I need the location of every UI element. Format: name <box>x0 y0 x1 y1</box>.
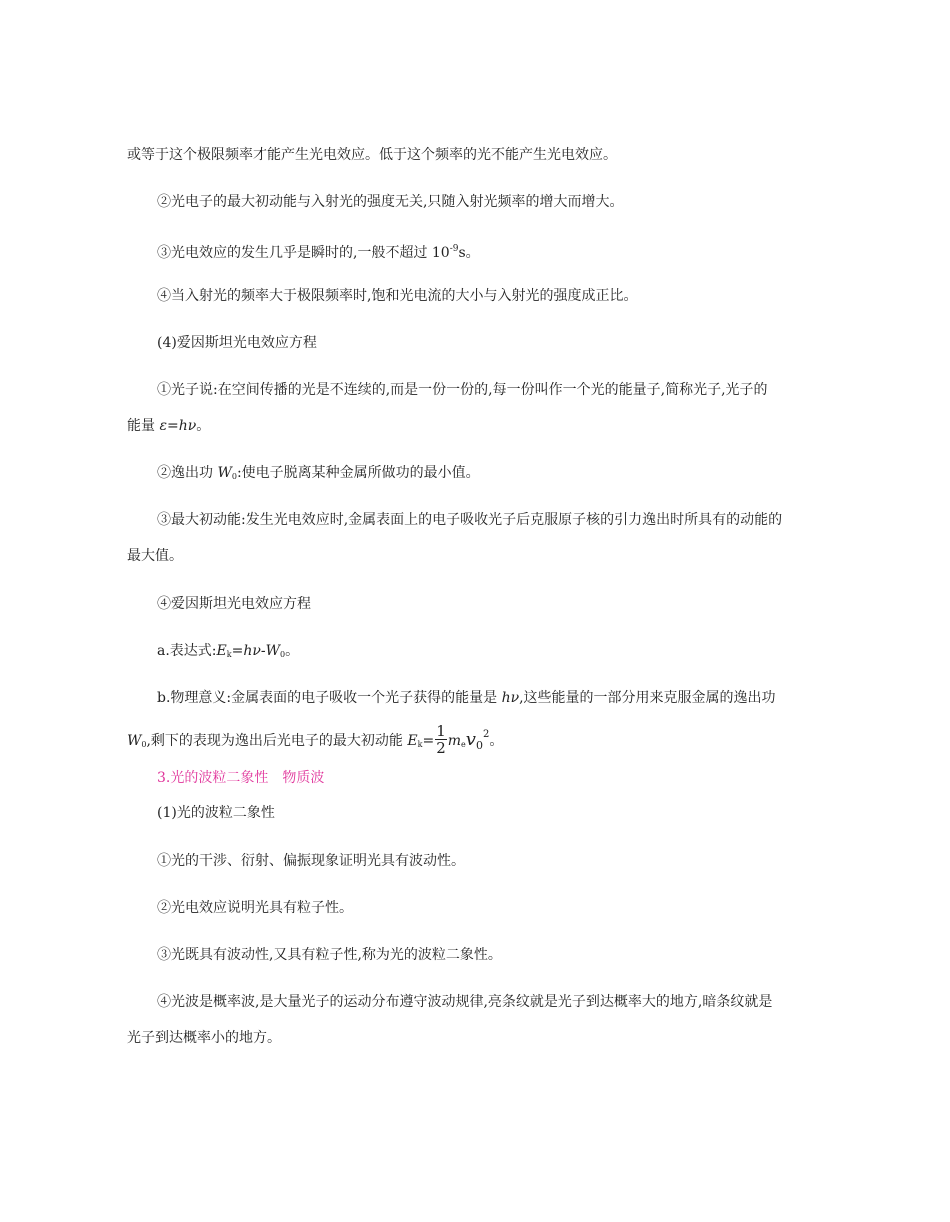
list-item-photon-theory: ①光子说:在空间传播的光是不连续的,而是一份一份的,每一份叫作一个光的能量子,简称光子,光子的 <box>157 382 768 398</box>
list-item-work-function: ②逸出功 $W_0$:使电子脱离某种金属所做功的最小值。 <box>157 465 480 481</box>
photon-energy-formula: ε=hν <box>159 418 197 434</box>
subsection-heading: (4)爱因斯坦光电效应方程 <box>157 335 317 351</box>
list-item-duality: ③光既具有波动性,又具有粒子性,称为光的波粒二象性。 <box>157 947 502 963</box>
list-item-probability-wave: ④光波是概率波,是大量光子的运动分布遵守波动规律,亮条纹就是光子到达概率大的地方,暗条纹就是 <box>157 994 773 1010</box>
paragraph-continuation: 或等于这个极限频率才能产生光电效应。低于这个频率的光不能产生光电效应。 <box>127 147 617 163</box>
list-item-particle-nature: ②光电效应说明光具有粒子性。 <box>157 900 353 916</box>
physical-meaning: b.物理意义:金属表面的电子吸收一个光子获得的能量是 hν,这些能量的一部分用来克服金属的逸出功 <box>157 690 776 706</box>
list-item-max-kinetic-energy: ③最大初动能:发生光电效应时,金属表面上的电子吸收光子后克服原子核的引力逸出时所具有的动能的 <box>157 512 783 528</box>
subsection-heading-2: (1)光的波粒二象性 <box>157 805 275 821</box>
list-item-wave-nature: ①光的干涉、衍射、偏振现象证明光具有波动性。 <box>157 853 465 869</box>
list-item-2: ②光电子的最大初动能与入射光的强度无关,只随入射光频率的增大而增大。 <box>157 194 624 210</box>
paragraph-continuation-2: 最大值。 <box>127 548 183 564</box>
list-item-3: ③光电效应的发生几乎是瞬时的,一般不超过 $10^{-9}s$。 <box>157 244 480 261</box>
list-item-einstein-equation: ④爱因斯坦光电效应方程 <box>157 596 311 612</box>
photon-energy-line: 能量 ε=hν。 <box>127 418 211 434</box>
paragraph-continuation-3: 光子到达概率小的地方。 <box>127 1030 281 1046</box>
physical-meaning-continuation: $W_0$,剩下的表现为逸出后光电子的最大初动能 $E_k=$ $\frac{1}{2}$ $m_ev_0^2$。 <box>127 721 504 757</box>
section-heading: 3.光的波粒二象性 物质波 <box>157 770 325 786</box>
equation-expression: a.表达式$:E_k=h\nu-W_0$。 <box>157 643 300 659</box>
fraction-one-half: $\frac{1}{2}$ <box>436 721 446 757</box>
exponent: -9 <box>449 244 459 254</box>
list-item-4: ④当入射光的频率大于极限频率时,饱和光电流的大小与入射光的强度成正比。 <box>157 288 638 304</box>
